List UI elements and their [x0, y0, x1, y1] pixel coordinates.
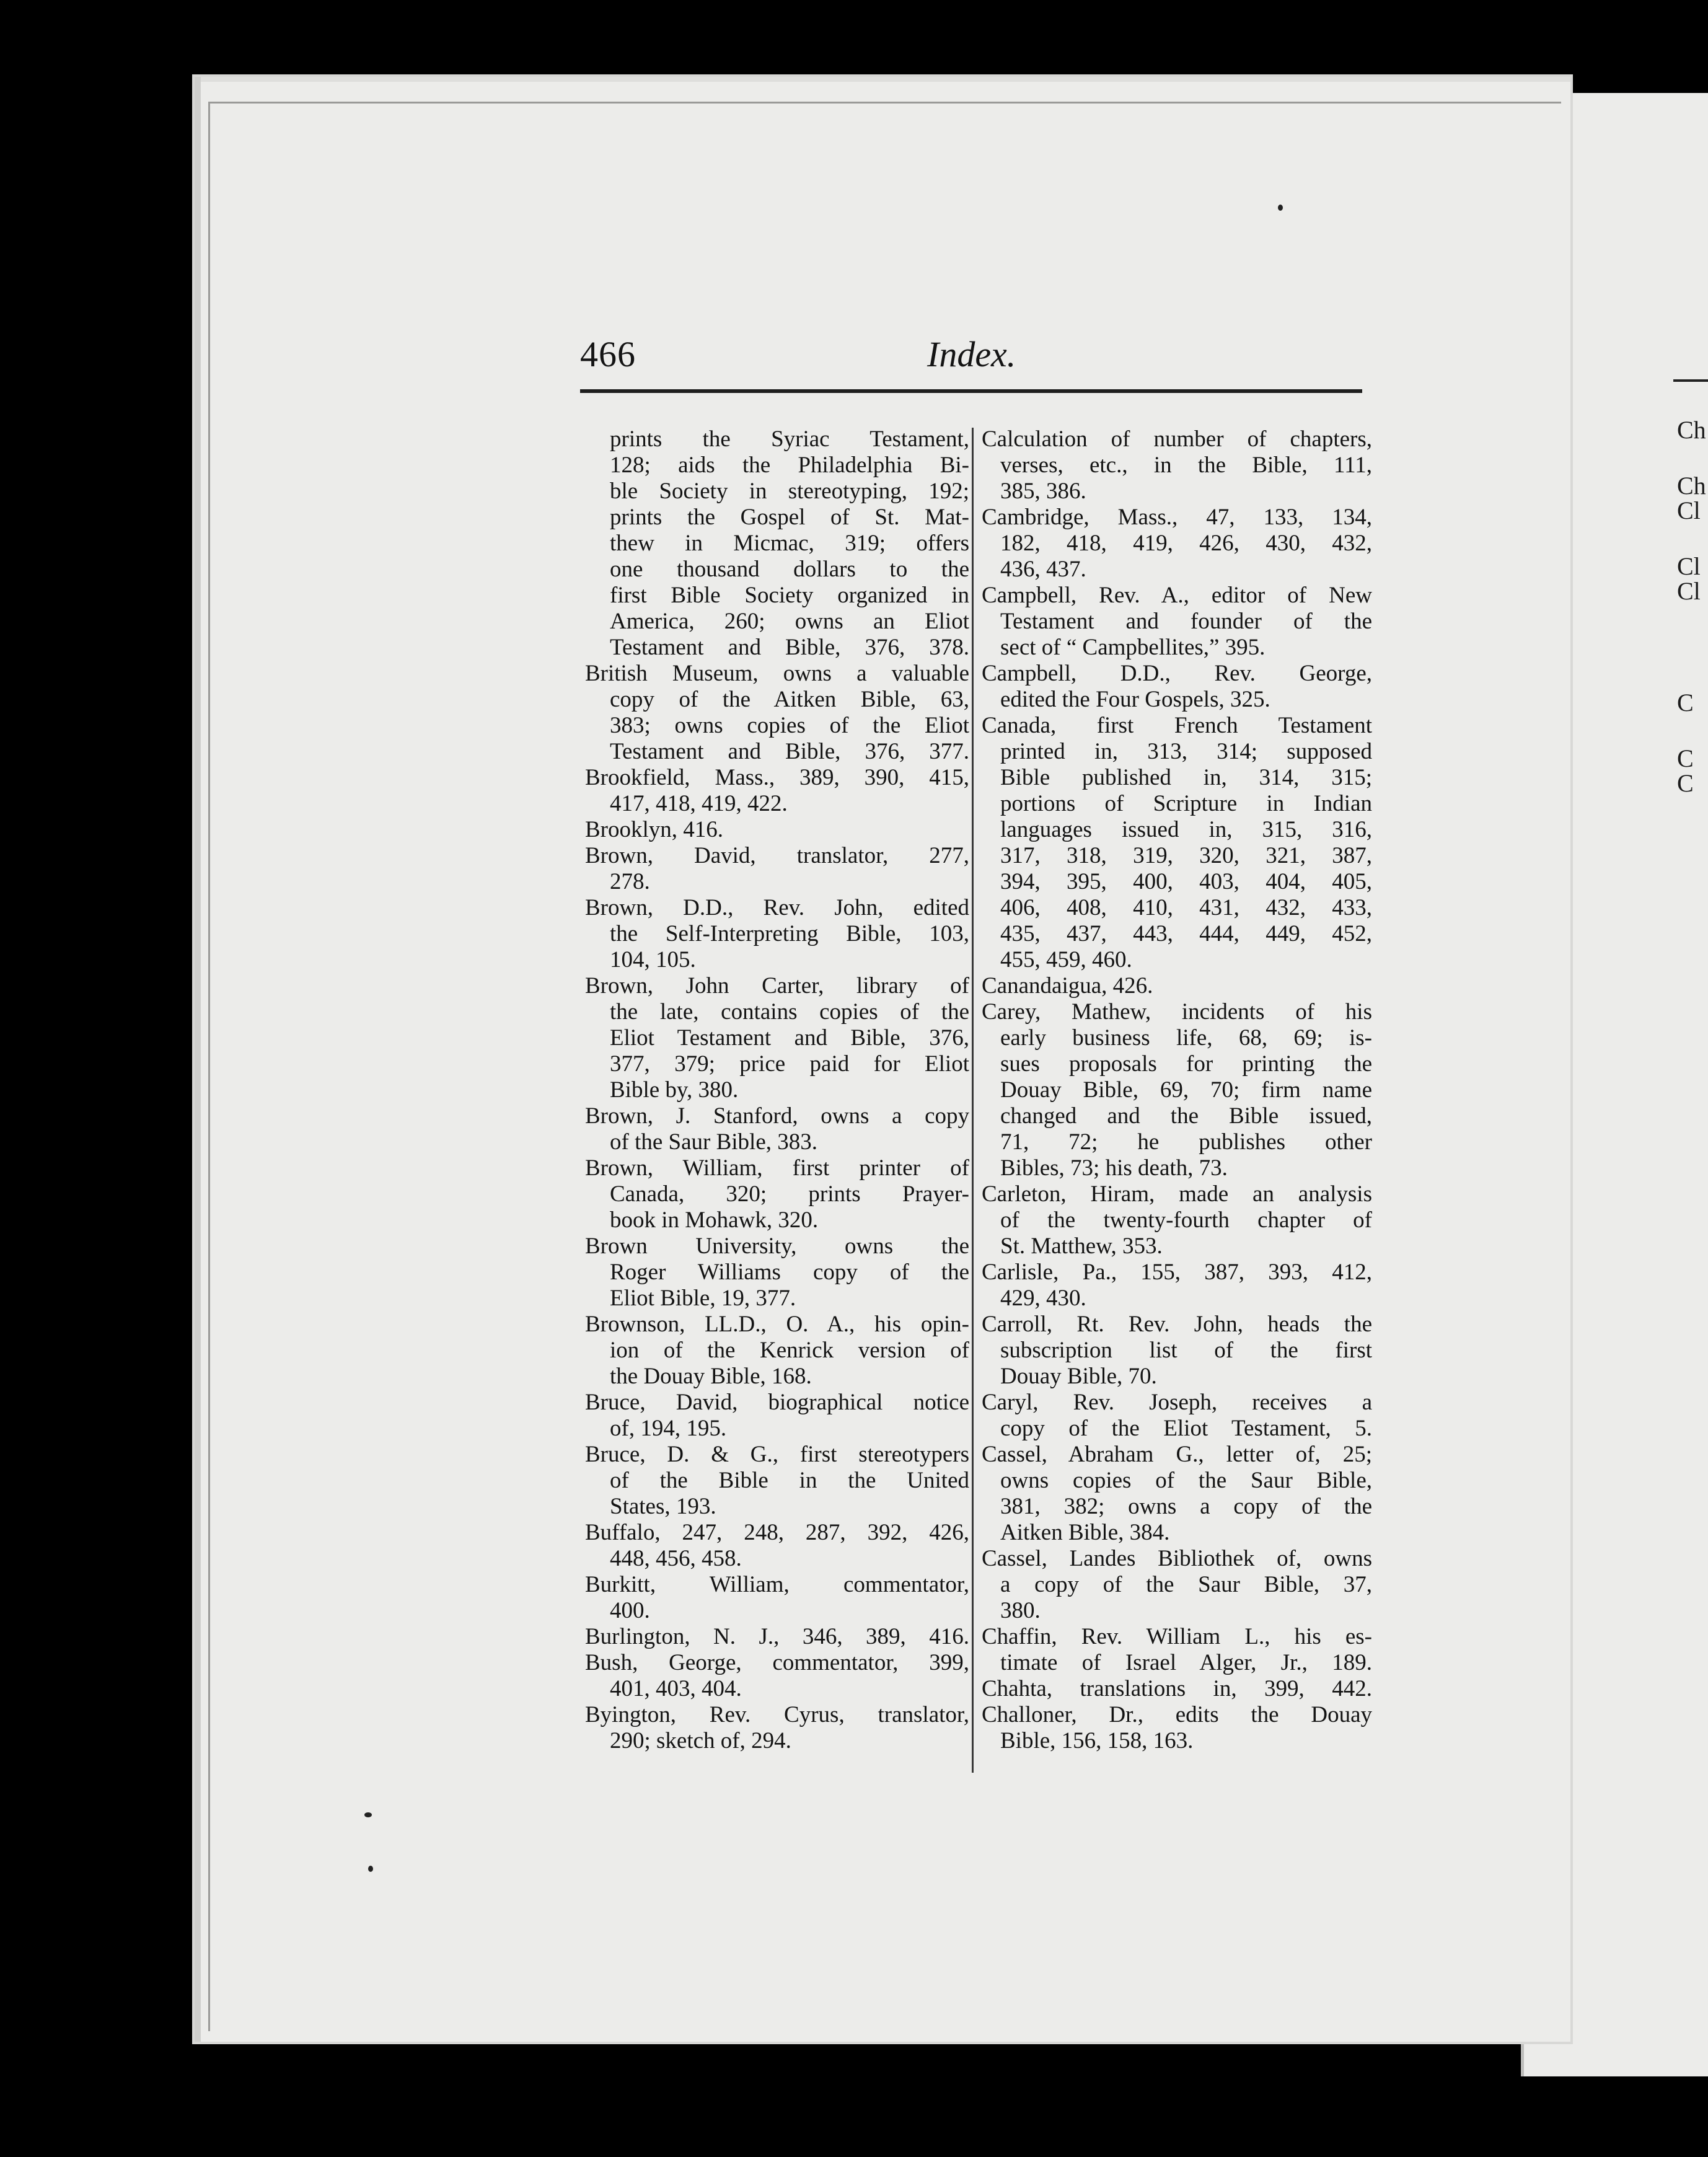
index-line: States, 193. — [610, 1494, 716, 1519]
header-rule — [580, 389, 1362, 393]
index-line: Bush, George, commentator, 399, — [585, 1650, 969, 1675]
index-line: 401, 403, 404. — [610, 1676, 742, 1701]
index-line: Brown, D.D., Rev. John, edited — [585, 895, 969, 920]
index-line: languages issued in, 315, 316, — [1000, 817, 1372, 842]
scan-speck — [364, 1812, 372, 1817]
index-line: copy of the Aitken Bible, 63, — [610, 687, 969, 712]
index-line: a copy of the Saur Bible, 37, — [1000, 1572, 1372, 1597]
index-line: Brown, William, first printer of — [585, 1155, 969, 1181]
index-line: 71, 72; he publishes other — [1000, 1129, 1372, 1155]
index-line: Cambridge, Mass., 47, 133, 134, — [982, 505, 1372, 530]
index-line: Brown, David, translator, 277, — [585, 843, 969, 868]
adjacent-page-fragment: Cl — [1677, 496, 1701, 524]
index-line: Bible published in, 314, 315; — [1000, 765, 1372, 790]
index-line: Brookfield, Mass., 389, 390, 415, — [585, 765, 969, 790]
index-line: 448, 456, 458. — [610, 1546, 742, 1571]
index-line: Campbell, D.D., Rev. George, — [982, 661, 1372, 686]
index-line: owns copies of the Saur Bible, — [1000, 1468, 1372, 1493]
adjacent-page-fragment: C — [1677, 769, 1694, 797]
index-line: 455, 459, 460. — [1000, 947, 1132, 973]
index-line: Canada, 320; prints Prayer- — [610, 1181, 969, 1207]
index-line: Campbell, Rev. A., editor of New — [982, 583, 1372, 608]
index-line: 383; owns copies of the Eliot — [610, 713, 969, 738]
index-line: Aitken Bible, 384. — [1000, 1520, 1170, 1545]
index-line: 104, 105. — [610, 947, 696, 973]
index-line: Chaffin, Rev. William L., his es- — [982, 1624, 1372, 1649]
index-line: Canada, first French Testament — [982, 713, 1372, 738]
index-line: Roger Williams copy of the — [610, 1259, 969, 1285]
adjacent-page-fragment: C — [1677, 744, 1694, 772]
adjacent-page-fragment: Cl — [1677, 577, 1701, 605]
index-line: Challoner, Dr., edits the Douay — [982, 1702, 1372, 1727]
index-line: prints the Gospel of St. Mat- — [610, 505, 969, 530]
running-head: Index. — [927, 334, 1016, 374]
index-line: Brown, John Carter, library of — [585, 973, 969, 999]
index-line: 278. — [610, 869, 650, 894]
index-line: copy of the Eliot Testament, 5. — [1000, 1416, 1372, 1441]
page-header — [580, 322, 1361, 372]
index-line: changed and the Bible issued, — [1000, 1103, 1372, 1129]
index-line: the Self-Interpreting Bible, 103, — [610, 921, 969, 946]
index-column-left — [585, 426, 969, 1754]
index-line: Testament and Bible, 376, 377. — [610, 739, 969, 764]
index-line: 377, 379; price paid for Eliot — [610, 1051, 969, 1077]
index-line: Testament and Bible, 376, 378. — [610, 635, 969, 660]
index-line: British Museum, owns a valuable — [585, 661, 969, 686]
index-line: 394, 395, 400, 403, 404, 405, — [1000, 869, 1372, 894]
index-line: ble Society in stereotyping, 192; — [610, 479, 969, 504]
index-line: Canandaigua, 426. — [982, 973, 1153, 999]
index-line: subscription list of the first — [1000, 1338, 1372, 1363]
index-line: Carleton, Hiram, made an analysis — [982, 1181, 1372, 1207]
index-line: 290; sketch of, 294. — [610, 1728, 791, 1753]
index-line: Cassel, Abraham G., letter of, 25; — [982, 1442, 1372, 1467]
index-line: edited the Four Gospels, 325. — [1000, 687, 1270, 712]
index-line: 380. — [1000, 1598, 1041, 1623]
index-line: 417, 418, 419, 422. — [610, 791, 788, 816]
index-line: 317, 318, 319, 320, 321, 387, — [1000, 843, 1372, 868]
index-line: 385, 386. — [1000, 479, 1086, 504]
index-line: St. Matthew, 353. — [1000, 1233, 1163, 1259]
index-line: Bibles, 73; his death, 73. — [1000, 1155, 1228, 1181]
index-line: the Douay Bible, 168. — [610, 1364, 812, 1389]
index-line: Eliot Bible, 19, 377. — [610, 1286, 796, 1311]
index-line: Bible by, 380. — [610, 1077, 739, 1103]
index-line: sues proposals for printing the — [1000, 1051, 1372, 1077]
scan-speck — [368, 1866, 373, 1872]
index-line: of, 194, 195. — [610, 1416, 727, 1441]
index-line: Burkitt, William, commentator, — [585, 1572, 969, 1597]
index-line: Brooklyn, 416. — [585, 817, 724, 842]
index-line: ion of the Kenrick version of — [610, 1338, 969, 1363]
index-line: Burlington, N. J., 346, 389, 416. — [585, 1624, 969, 1649]
index-line: one thousand dollars to the — [610, 557, 969, 582]
index-line: thew in Micmac, 319; offers — [610, 531, 969, 556]
index-line: 406, 408, 410, 431, 432, 433, — [1000, 895, 1372, 920]
index-line: the late, contains copies of the — [610, 999, 969, 1025]
index-line: 381, 382; owns a copy of the — [1000, 1494, 1372, 1519]
index-line: Carroll, Rt. Rev. John, heads the — [982, 1312, 1372, 1337]
index-line: of the Saur Bible, 383. — [610, 1129, 818, 1155]
index-line: printed in, 313, 314; supposed — [1000, 739, 1372, 764]
index-line: Eliot Testament and Bible, 376, — [610, 1025, 969, 1051]
index-line: Byington, Rev. Cyrus, translator, — [585, 1702, 969, 1727]
adjacent-page-fragment: Ch — [1677, 416, 1706, 444]
index-line: Buffalo, 247, 248, 287, 392, 426, — [585, 1520, 969, 1545]
index-line: 128; aids the Philadelphia Bi- — [610, 452, 969, 478]
index-line: first Bible Society organized in — [610, 583, 969, 608]
index-line: Bruce, D. & G., first stereotypers — [585, 1442, 969, 1467]
index-line: 429, 430. — [1000, 1286, 1086, 1311]
index-line: of the twenty-fourth chapter of — [1000, 1207, 1372, 1233]
index-line: Douay Bible, 70. — [1000, 1364, 1157, 1389]
index-line: Calculation of number of chapters, — [982, 426, 1372, 452]
index-line: Brownson, LL.D., O. A., his opin- — [585, 1312, 969, 1337]
column-divider — [972, 428, 974, 1773]
adjacent-page-rule — [1673, 379, 1708, 382]
adjacent-page-fragment: Cl — [1677, 552, 1701, 580]
index-line: Bruce, David, biographical notice — [585, 1390, 969, 1415]
index-line: verses, etc., in the Bible, 111, — [1000, 452, 1372, 478]
index-line: Carey, Mathew, incidents of his — [982, 999, 1372, 1025]
index-line: Bible, 156, 158, 163. — [1000, 1728, 1194, 1753]
index-line: sect of “ Campbellites,” 395. — [1000, 635, 1266, 660]
index-line: 182, 418, 419, 426, 430, 432, — [1000, 531, 1372, 556]
index-line: Carlisle, Pa., 155, 387, 393, 412, — [982, 1259, 1372, 1285]
index-line: Douay Bible, 69, 70; firm name — [1000, 1077, 1372, 1103]
index-line: Brown, J. Stanford, owns a copy — [585, 1103, 969, 1129]
scan-speck — [1278, 205, 1283, 211]
index-line: portions of Scripture in Indian — [1000, 791, 1372, 816]
index-line: Chahta, translations in, 399, 442. — [982, 1676, 1372, 1701]
adjacent-page-fragment: Ch — [1677, 472, 1706, 500]
index-line: Cassel, Landes Bibliothek of, owns — [982, 1546, 1372, 1571]
index-line: Testament and founder of the — [1000, 609, 1372, 634]
index-column-right — [982, 426, 1372, 1754]
adjacent-page-fragment: C — [1677, 689, 1694, 717]
index-line: America, 260; owns an Eliot — [610, 609, 969, 634]
index-line: Brown University, owns the — [585, 1233, 969, 1259]
index-line: book in Mohawk, 320. — [610, 1207, 819, 1233]
index-line: 400. — [610, 1598, 650, 1623]
page-number: 466 — [580, 334, 636, 374]
index-line: early business life, 68, 69; is- — [1000, 1025, 1372, 1051]
index-line: prints the Syriac Testament, — [610, 426, 969, 452]
index-line: 436, 437. — [1000, 557, 1086, 582]
index-line: timate of Israel Alger, Jr., 189. — [1000, 1650, 1372, 1675]
index-line: of the Bible in the United — [610, 1468, 969, 1493]
index-line: 435, 437, 443, 444, 449, 452, — [1000, 921, 1372, 946]
index-line: Caryl, Rev. Joseph, receives a — [982, 1390, 1372, 1415]
